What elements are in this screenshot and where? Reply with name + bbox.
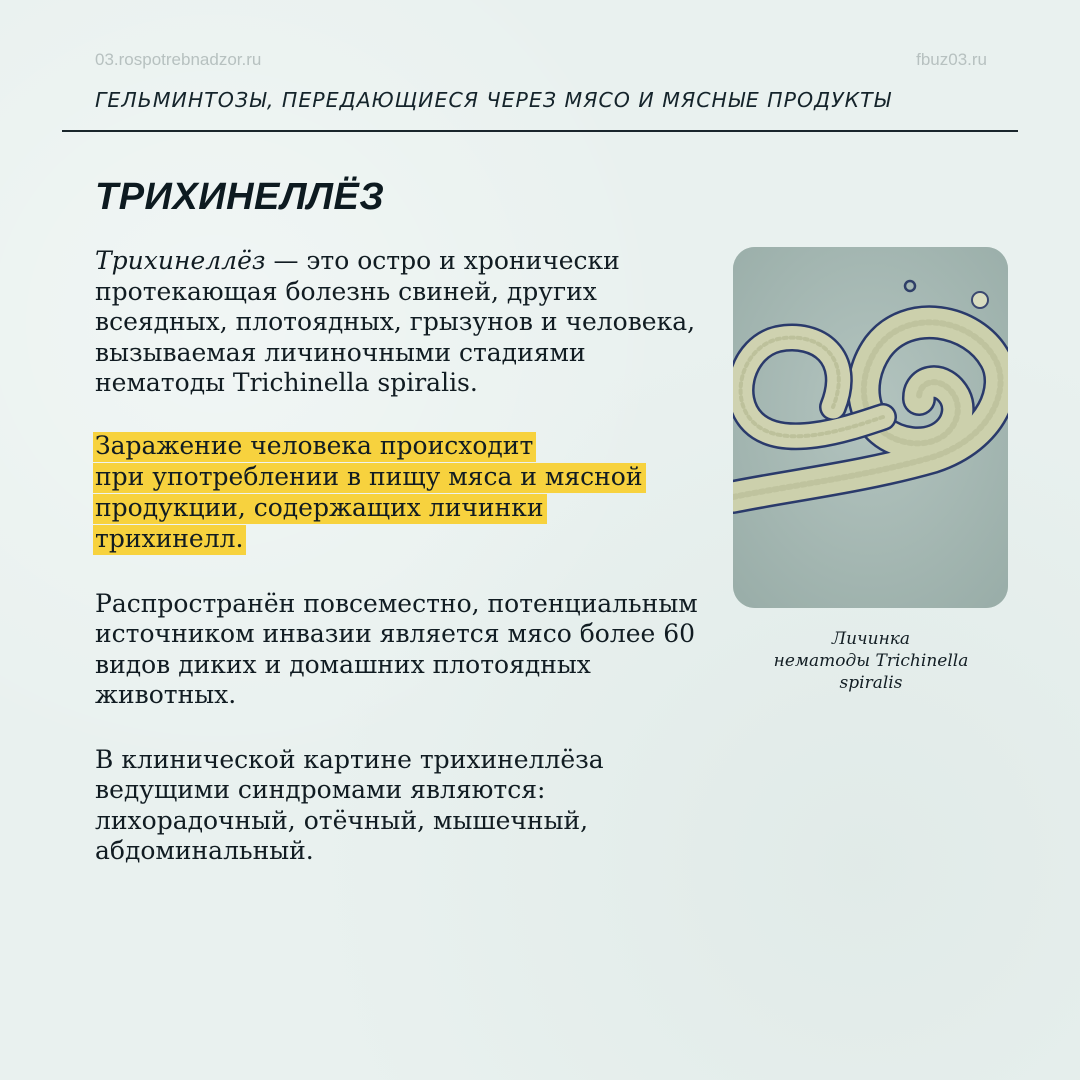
- definition-text: — это остро и хронически протекающая болезнь свиней, других всеядных, плотоядных, грызунов и человека, вызываемая личиночными стадиями нематоды Trichinella spiralis.: [95, 246, 696, 397]
- highlighted-paragraph: [95, 431, 705, 555]
- larva-photo: [733, 247, 1008, 608]
- header-divider: [62, 130, 1018, 132]
- highlight-line: трихинелл.: [93, 525, 246, 555]
- site-url-right: fbuz03.ru: [916, 50, 987, 69]
- clinical-paragraph: В клинической картине трихинеллёза ведущими синдромами являются: лихорадочный, отёчный, мышечный, абдоминальный.: [95, 744, 604, 865]
- caption-line: Личинка: [831, 629, 911, 649]
- caption-line: нематоды Trichinella: [773, 651, 969, 671]
- figure-caption: [740, 628, 1002, 694]
- definition-paragraph: [95, 246, 705, 399]
- highlight-line: продукции, содержащих личинки: [93, 494, 547, 524]
- site-url-left: 03.rospotrebnadzor.ru: [95, 50, 262, 69]
- larva-illustration: [733, 247, 1008, 608]
- category-heading: ГЕЛЬМИНТОЗЫ, ПЕРЕДАЮЩИЕСЯ ЧЕРЕЗ МЯСО И МЯСНЫЕ ПРОДУКТЫ: [95, 88, 892, 112]
- term-lead: Трихинеллёз: [95, 246, 266, 275]
- highlight-line: при употреблении в пищу мяса и мясной: [93, 463, 646, 493]
- highlight-line: Заражение человека происходит: [93, 432, 536, 462]
- article-body: [95, 246, 705, 867]
- page-title: ТРИХИНЕЛЛЁЗ: [95, 176, 385, 218]
- caption-line: spiralis: [839, 673, 903, 693]
- distribution-paragraph: Распространён повсеместно, потенциальным источником инвазии является мясо более 60 видов диких и домашних плотоядных животных.: [95, 588, 698, 709]
